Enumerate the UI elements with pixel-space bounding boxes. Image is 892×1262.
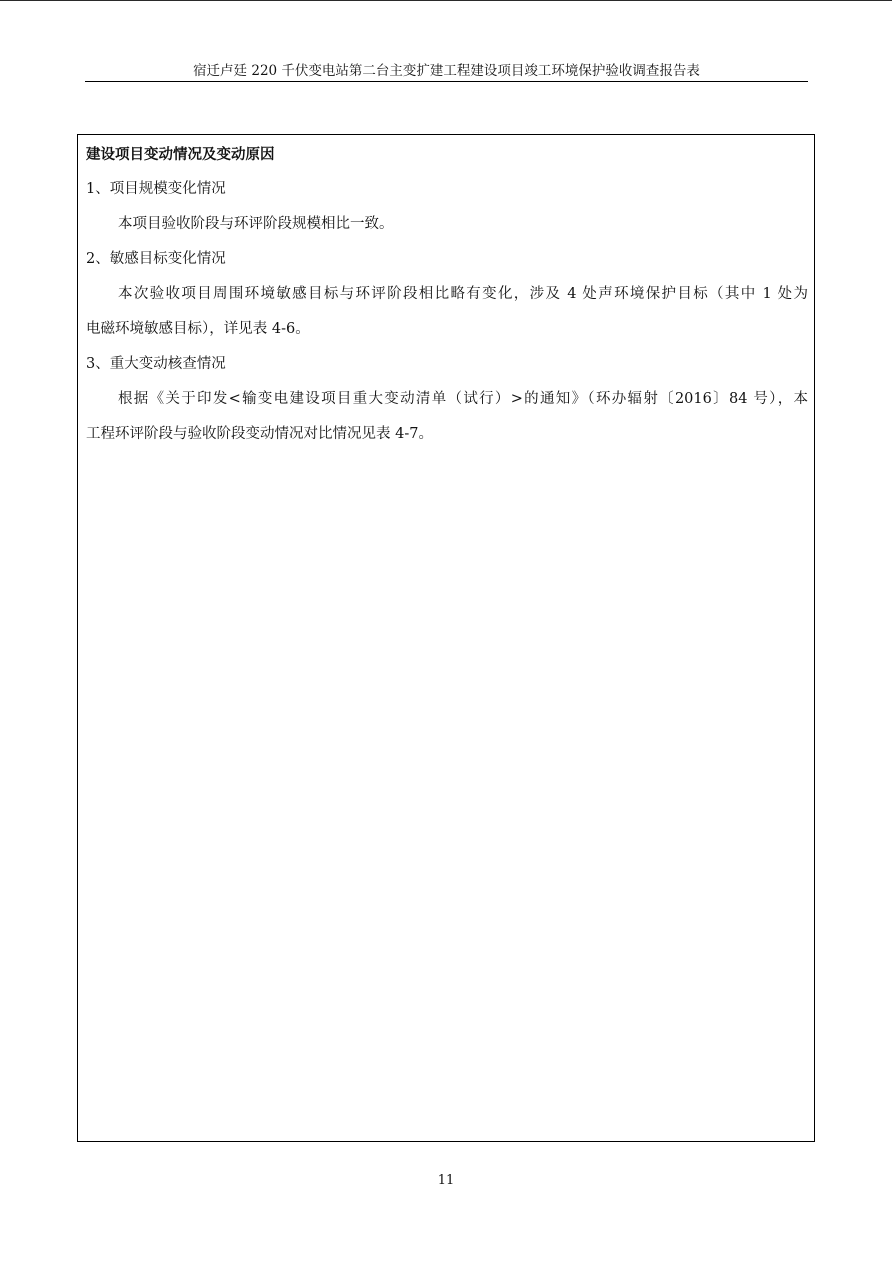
section-heading: 建设项目变动情况及变动原因 <box>86 146 275 163</box>
page-top-border <box>0 0 892 1</box>
page-number: 11 <box>437 1173 455 1188</box>
item2-text-line1: 本次验收项目周围环境敏感目标与环评阶段相比略有变化，涉及 4 处声环境保护目标（其中 1 处为 <box>118 286 808 302</box>
item1-text: 本项目验收阶段与环评阶段规模相比一致。 <box>118 216 394 232</box>
header-rule <box>85 81 808 82</box>
item3-title: 3、重大变动核查情况 <box>86 356 226 372</box>
item1-title: 1、项目规模变化情况 <box>86 181 226 197</box>
content-table-cell <box>77 134 815 1142</box>
item2-title: 2、敏感目标变化情况 <box>86 251 226 267</box>
item3-text-line2: 工程环评阶段与验收阶段变动情况对比情况见表 4-7。 <box>86 426 433 442</box>
item3-text-line1: 根据《关于印发<输变电建设项目重大变动清单（试行）>的通知》（环办辐射〔2016〕84 号），本 <box>118 391 808 407</box>
page-header-title: 宿迁卢廷 220 千伏变电站第二台主变扩建工程建设项目竣工环境保护验收调查报告表 <box>193 63 700 79</box>
item2-text-line2: 电磁环境敏感目标），详见表 4-6。 <box>86 321 310 337</box>
